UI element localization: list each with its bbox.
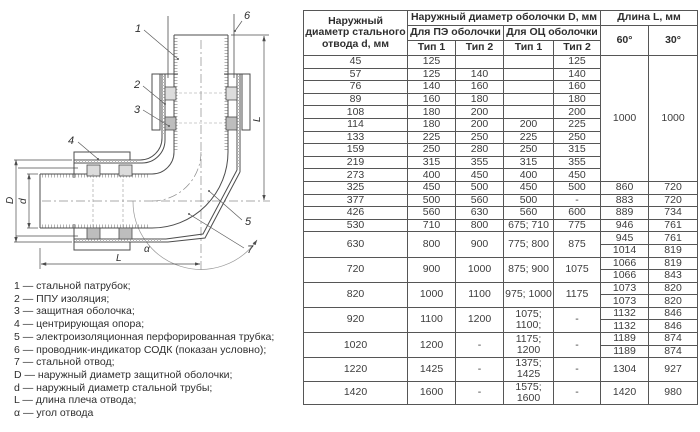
table-cell: 675; 710	[504, 219, 554, 232]
table-cell: 355	[456, 156, 504, 169]
legend-item: α — угол отвода	[14, 407, 94, 420]
table-row	[304, 181, 698, 194]
table-cell: 125	[408, 56, 456, 69]
table-cell: 927	[649, 358, 698, 381]
table-cell: 819	[649, 244, 698, 257]
table-cell: 45	[304, 56, 408, 69]
table-header-cell: Тип 1	[504, 41, 554, 56]
table-cell: 325	[304, 181, 408, 194]
table-cell: 800	[408, 232, 456, 257]
table-cell: 874	[649, 345, 698, 358]
table-cell: 630	[304, 232, 408, 257]
table-cell: 225	[554, 118, 601, 131]
table-cell: 125	[408, 68, 456, 81]
callout-7-label: 7	[247, 244, 254, 256]
table-cell: 1600	[408, 381, 456, 404]
table-cell: 273	[304, 169, 408, 182]
dimensions-table	[303, 10, 698, 405]
table-cell: 1420	[304, 381, 408, 404]
table-header-cell: Длина L, мм	[601, 11, 698, 26]
table-cell: 920	[304, 307, 408, 332]
table-cell: 1073	[601, 282, 649, 295]
table-cell: 820	[649, 282, 698, 295]
table-cell: 1175	[554, 282, 601, 307]
legend-item: 6 — проводник-индикатор СОДК (показан условно);	[14, 343, 267, 356]
table-cell: 450	[456, 169, 504, 182]
table-cell: 1220	[304, 358, 408, 381]
table-cell: 1000	[649, 56, 698, 182]
table-cell: -	[554, 381, 601, 404]
table-cell: 900	[456, 232, 504, 257]
table-cell: 1014	[601, 244, 649, 257]
table-cell	[504, 81, 554, 94]
table-cell: 775	[554, 219, 601, 232]
table-cell: 500	[456, 181, 504, 194]
callout-3-label: 3	[134, 104, 141, 116]
table-cell: 874	[649, 333, 698, 346]
dim-label-D: D	[5, 196, 16, 204]
table-cell: -	[456, 333, 504, 358]
table-wrap	[303, 10, 698, 405]
table-cell: 159	[304, 144, 408, 157]
table-cell: 125	[554, 56, 601, 69]
table-cell: 180	[554, 93, 601, 106]
callout-5-label: 5	[245, 216, 252, 228]
legend-item: 7 — стальной отвод;	[14, 356, 115, 369]
table-cell: 140	[408, 81, 456, 94]
table-cell: 761	[649, 232, 698, 245]
elbow-technical-drawing	[2, 2, 300, 274]
legend-item: 1 — стальной патрубок;	[14, 280, 131, 292]
table-cell: 89	[304, 93, 408, 106]
table-cell: 315	[408, 156, 456, 169]
callout-4-label: 4	[68, 135, 75, 147]
table-row	[304, 194, 698, 207]
table-row	[304, 56, 698, 69]
table-cell: 140	[456, 68, 504, 81]
table-cell	[456, 56, 504, 69]
table-cell: 133	[304, 131, 408, 144]
table-cell: 1132	[601, 307, 649, 320]
table-cell: 1175; 1200	[504, 333, 554, 358]
table-cell: 1304	[601, 358, 649, 381]
dim-label-L-right: L	[252, 116, 263, 122]
legend-item: 4 — центрирующая опора;	[14, 318, 145, 331]
table-row	[304, 381, 698, 404]
table-cell: 560	[504, 207, 554, 220]
table-cell: 1000	[456, 257, 504, 282]
table-cell: 1100	[408, 307, 456, 332]
legend-item: 2 — ППУ изоляция;	[14, 292, 110, 305]
table-cell: 875; 900	[504, 257, 554, 282]
table-cell: 450	[504, 181, 554, 194]
table-cell: 1375; 1425	[504, 358, 554, 381]
table-cell: 1000	[408, 282, 456, 307]
table-cell: 875	[554, 232, 601, 257]
table-cell: 975; 1000	[504, 282, 554, 307]
table-cell: 800	[456, 219, 504, 232]
table-cell: -	[554, 307, 601, 332]
table-cell: 980	[649, 381, 698, 404]
table-cell: 1420	[601, 381, 649, 404]
table-header-cell: Тип 1	[408, 41, 456, 56]
table-cell: 1575; 1600	[504, 381, 554, 404]
table-cell	[504, 106, 554, 119]
table-cell: 889	[601, 207, 649, 220]
table-cell: 57	[304, 68, 408, 81]
table-cell: 883	[601, 194, 649, 207]
table-cell: 1189	[601, 345, 649, 358]
table-cell	[504, 68, 554, 81]
table-cell: 630	[456, 207, 504, 220]
table-header-cell: Наружный диаметр стального отвода d, мм	[304, 11, 408, 56]
table-row	[304, 219, 698, 232]
table-row	[304, 358, 698, 381]
table-cell: 315	[554, 144, 601, 157]
table-cell: 377	[304, 194, 408, 207]
table-cell: 200	[456, 118, 504, 131]
table-cell: 500	[554, 181, 601, 194]
table-cell: 1200	[456, 307, 504, 332]
table-cell: 1189	[601, 333, 649, 346]
table-cell: 1132	[601, 320, 649, 333]
table-cell: 1100	[456, 282, 504, 307]
table-row	[304, 207, 698, 220]
table-cell: 500	[408, 194, 456, 207]
table-cell: 400	[504, 169, 554, 182]
table-cell: 1200	[408, 333, 456, 358]
table-cell: 900	[408, 257, 456, 282]
table-cell: 225	[408, 131, 456, 144]
table-cell: 843	[649, 270, 698, 283]
table-header-cell: 30°	[649, 26, 698, 56]
table-cell: 720	[649, 194, 698, 207]
dim-label-L-bottom: L	[116, 253, 122, 264]
dim-label-alpha: α	[144, 244, 150, 255]
table-cell: 720	[649, 181, 698, 194]
table-cell: 200	[554, 106, 601, 119]
table-cell	[504, 93, 554, 106]
table-cell: 160	[456, 81, 504, 94]
table-cell: 450	[554, 169, 601, 182]
table-cell: 180	[408, 118, 456, 131]
callout-6-label: 6	[244, 10, 251, 22]
table-head	[304, 11, 698, 56]
table-cell: 846	[649, 320, 698, 333]
table-cell: 1075	[554, 257, 601, 282]
table-cell: 500	[504, 194, 554, 207]
table-cell: -	[554, 358, 601, 381]
table-row	[304, 307, 698, 320]
table-cell: 710	[408, 219, 456, 232]
table-row	[304, 333, 698, 346]
table-cell: 140	[554, 68, 601, 81]
table-header-cell: Наружный диаметр оболочки D, мм	[408, 11, 601, 26]
table-cell: 720	[304, 257, 408, 282]
legend-item: 3 — защитная оболочка;	[14, 305, 135, 318]
dim-label-d: d	[18, 198, 29, 204]
table-cell: 180	[456, 93, 504, 106]
table-cell: 1066	[601, 257, 649, 270]
table-header-cell: Тип 2	[456, 41, 504, 56]
table-cell: 819	[649, 257, 698, 270]
table-header-cell: Тип 2	[554, 41, 601, 56]
table-cell: 734	[649, 207, 698, 220]
table-cell: 945	[601, 232, 649, 245]
table-cell: 600	[554, 207, 601, 220]
table-cell	[504, 56, 554, 69]
table-cell: 114	[304, 118, 408, 131]
callout-2-label: 2	[134, 79, 141, 91]
table-cell: 76	[304, 81, 408, 94]
ppu-insulation-hatch	[42, 38, 226, 226]
table-cell: 761	[649, 219, 698, 232]
table-cell: 426	[304, 207, 408, 220]
table-cell: 315	[504, 156, 554, 169]
table-cell: 820	[649, 295, 698, 308]
table-cell: 860	[601, 181, 649, 194]
table-cell: -	[554, 333, 601, 358]
table-cell: 560	[456, 194, 504, 207]
table-cell: 250	[504, 144, 554, 157]
table-row	[304, 257, 698, 270]
table-header-cell: 60°	[601, 26, 649, 56]
table-header-cell: Для ПЭ оболочки	[408, 26, 504, 41]
table-cell: 219	[304, 156, 408, 169]
table-cell: 450	[408, 181, 456, 194]
table-cell: 355	[554, 156, 601, 169]
table-header-row	[304, 11, 698, 26]
table-cell: 400	[408, 169, 456, 182]
table-cell: 180	[408, 106, 456, 119]
steel-elbow	[40, 35, 228, 228]
table-cell: 1000	[601, 56, 649, 182]
table-cell: -	[456, 358, 504, 381]
table-cell: 820	[304, 282, 408, 307]
table-header-cell: Для ОЦ оболочки	[504, 26, 601, 41]
table-cell: 108	[304, 106, 408, 119]
table-cell: -	[554, 194, 601, 207]
table-cell: 250	[456, 131, 504, 144]
table-cell: 160	[408, 93, 456, 106]
table-cell: 225	[504, 131, 554, 144]
table-cell: 200	[456, 106, 504, 119]
table-cell: 250	[554, 131, 601, 144]
table-cell: 250	[408, 144, 456, 157]
table-cell: 846	[649, 307, 698, 320]
table-cell: 946	[601, 219, 649, 232]
table-cell: 1075; 1100;	[504, 307, 554, 332]
table-cell: 530	[304, 219, 408, 232]
table-row	[304, 282, 698, 295]
legend-item: 5 — электроизоляционная перфорированная трубка;	[14, 330, 275, 343]
table-cell: 1073	[601, 295, 649, 308]
legend-item: L — длина плеча отвода;	[14, 394, 137, 407]
table-row	[304, 232, 698, 245]
table-cell: 1425	[408, 358, 456, 381]
table-cell: 200	[504, 118, 554, 131]
table-body	[304, 56, 698, 405]
table-cell: 775; 800	[504, 232, 554, 257]
table-cell: 1020	[304, 333, 408, 358]
legend-item: d — наружный диаметр стальной трубы;	[14, 381, 213, 394]
callout-leaders	[78, 21, 244, 248]
table-cell: 160	[554, 81, 601, 94]
legend-list	[14, 280, 302, 420]
legend-item: D — наружный диаметр защитной оболочки;	[14, 368, 233, 381]
callout-1-label: 1	[135, 23, 142, 35]
table-cell: 280	[456, 144, 504, 157]
table-cell: -	[456, 381, 504, 404]
table-cell: 1066	[601, 270, 649, 283]
table-cell: 560	[408, 207, 456, 220]
